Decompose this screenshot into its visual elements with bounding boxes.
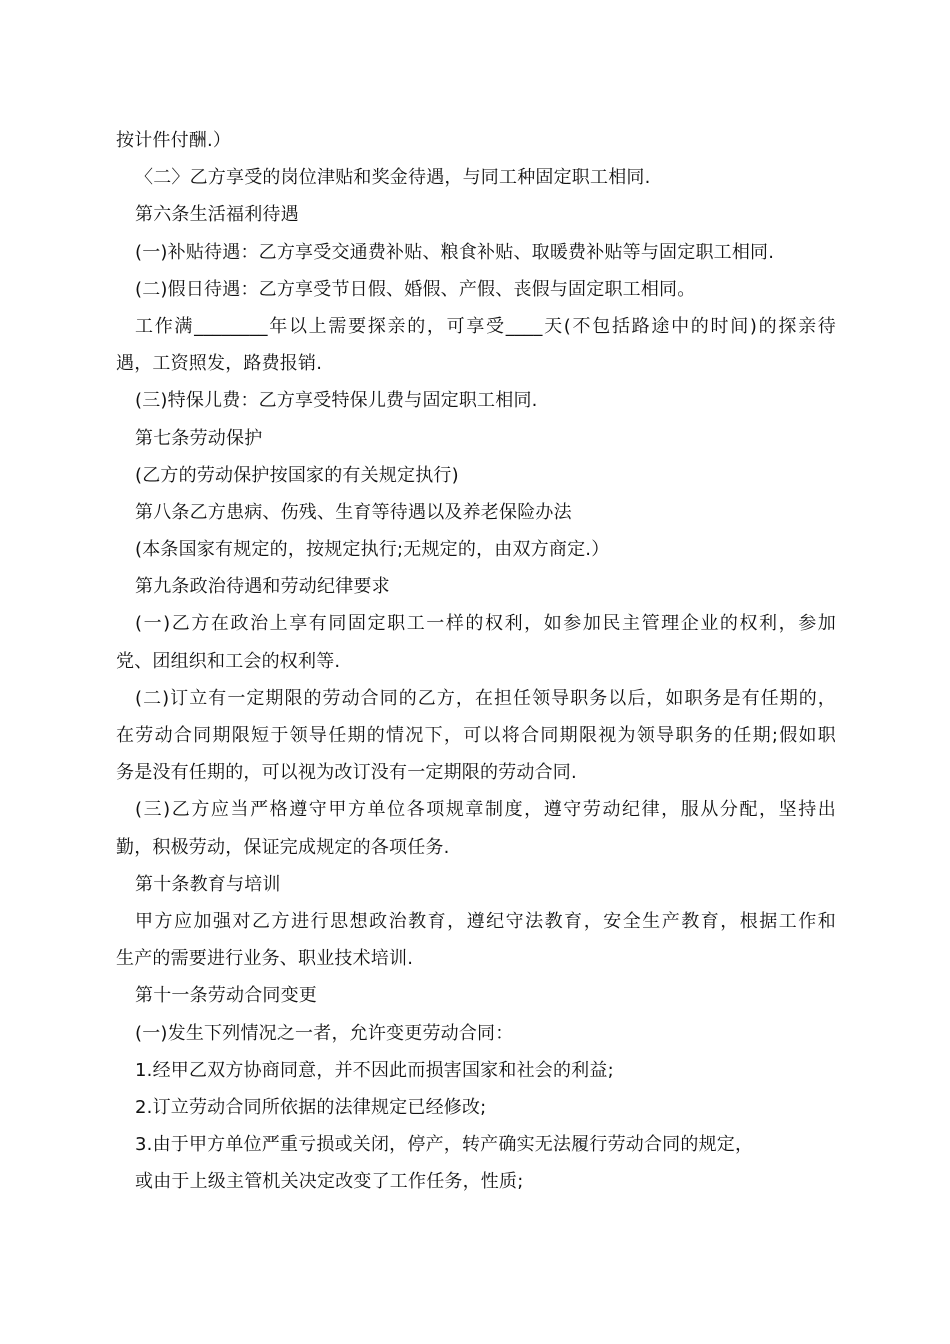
text-line: (三)乙方应当严格遵守甲方单位各项规章制度，遵守劳动纪律，服从分配，坚持出 xyxy=(135,799,836,821)
text-line: 第十条教育与培训 xyxy=(135,873,281,895)
text-line: 第九条政治待遇和劳动纪律要求 xyxy=(135,576,390,598)
text-line: 2.订立劳动合同所依据的法律规定已经修改; xyxy=(135,1096,487,1118)
text-line: (乙方的劳动保护按国家的有关规定执行) xyxy=(135,464,459,486)
text-line: 第十一条劳动合同变更 xyxy=(135,985,317,1007)
text-line: (一)发生下列情况之一者，允许变更劳动合同： xyxy=(135,1022,514,1044)
text-line: 3.由于甲方单位严重亏损或关闭，停产，转产确实无法履行劳动合同的规定， xyxy=(135,1134,754,1156)
document-body xyxy=(116,122,836,1200)
text-line: (一)乙方在政治上享有同固定职工一样的权利，如参加民主管理企业的权利，参加 xyxy=(135,613,836,635)
text-line: (本条国家有规定的，按规定执行;无规定的，由双方商定.） xyxy=(135,539,610,561)
text-line: (三)特保儿费：乙方享受特保儿费与固定职工相同. xyxy=(135,390,538,412)
text-line: (二)假日待遇：乙方享受节日假、婚假、产假、丧假与固定职工相同。 xyxy=(135,278,696,300)
text-line: 党、团组织和工会的权利等. xyxy=(116,650,341,672)
text-line: 生产的需要进行业务、职业技术培训. xyxy=(116,948,414,970)
text-line: 1.经甲乙双方协商同意，并不因此而损害国家和社会的利益; xyxy=(135,1059,614,1081)
text-line: 工作满________年以上需要探亲的，可享受____天(不包括路途中的时间)的探亲待 xyxy=(135,315,836,337)
text-line: (二)订立有一定期限的劳动合同的乙方，在担任领导职务以后，如职务是有任期的， xyxy=(135,687,836,709)
text-line: 第六条生活福利待遇 xyxy=(135,204,299,226)
text-line: (一)补贴待遇：乙方享受交通费补贴、粮食补贴、取暖费补贴等与固定职工相同. xyxy=(135,241,775,263)
text-line: 按计件付酬.） xyxy=(116,130,232,151)
text-line: 或由于上级主管机关决定改变了工作任务，性质; xyxy=(135,1171,524,1193)
text-line: 遇，工资照发，路费报销. xyxy=(116,353,323,375)
text-line: 第八条乙方患病、伤残、生育等待遇以及养老保险办法 xyxy=(135,501,572,523)
text-line: 第七条劳动保护 xyxy=(135,427,263,449)
text-line: 勤，积极劳动，保证完成规定的各项任务. xyxy=(116,836,450,858)
text-line: 〈二〉乙方享受的岗位津贴和奖金待遇，与同工种固定职工相同. xyxy=(135,167,651,189)
text-line: 甲方应加强对乙方进行思想政治教育，遵纪守法教育，安全生产教育，根据工作和 xyxy=(135,910,836,932)
text-line: 务是没有任期的，可以视为改订没有一定期限的劳动合同. xyxy=(116,762,577,784)
text-line: 在劳动合同期限短于领导任期的情况下，可以将合同期限视为领导职务的任期;假如职 xyxy=(116,725,836,746)
